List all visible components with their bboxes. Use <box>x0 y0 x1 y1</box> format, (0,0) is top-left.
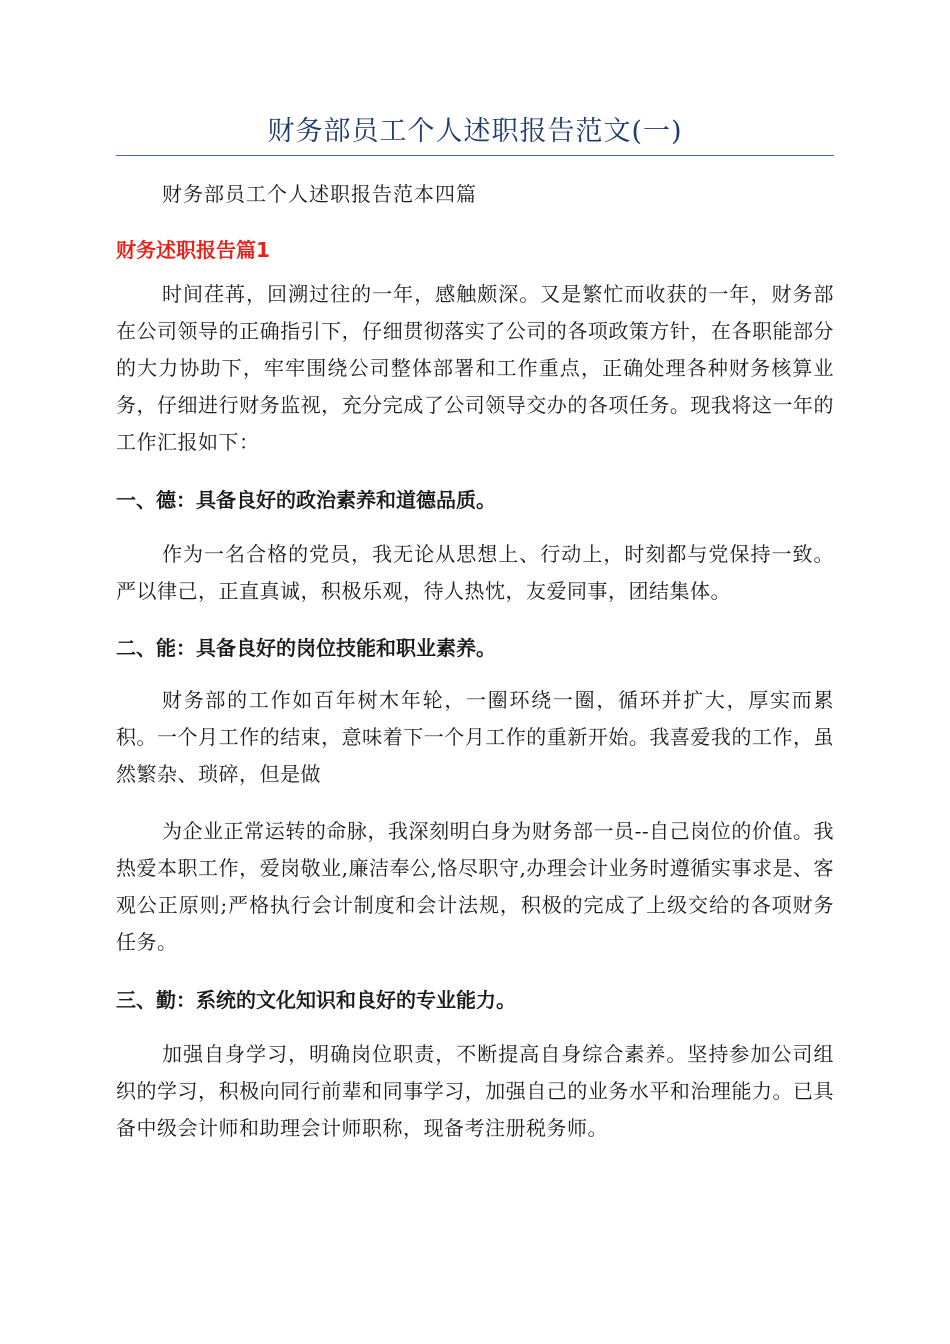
intro-paragraph: 时间荏苒，回溯过往的一年，感触颇深。又是繁忙而收获的一年，财务部在公司领导的正确指引下，仔细贯彻落实了公司的各项政策方针，在各职能部分的大力协助下，牢牢围绕公司整体部署和工作重点，正确处理各种财务核算业务，仔细进行财务监视，充分完成了公司领导交办的各项任务。现我将这一年的工作汇报如下： <box>116 282 834 454</box>
title-underline <box>116 155 834 156</box>
heading-de: 一、德：具备良好的政治素养和道德品质。 <box>116 488 496 512</box>
heading-neng: 二、能：具备良好的岗位技能和职业素养。 <box>116 636 496 660</box>
document-subtitle: 财务部员工个人述职报告范本四篇 <box>162 182 477 206</box>
paragraph-neng-part2: 为企业正常运转的命脉，我深刻明白身为财务部一员--自己岗位的价值。我热爱本职工作，爱岗敬业,廉洁奉公,恪尽职守,办理会计业务时遵循实事求是、客观公正原则;严格执行会计制度和会计法规，积极的完成了上级交给的各项财务任务。 <box>116 819 834 954</box>
section-title: 财务述职报告篇1 <box>116 238 270 262</box>
paragraph-qin: 加强自身学习，明确岗位职责，不断提高自身综合素养。坚持参加公司组织的学习，积极向同行前辈和同事学习，加强自己的业务水平和治理能力。已具备中级会计师和助理会计师职称，现备考注册税务师。 <box>116 1042 834 1140</box>
heading-qin: 三、勤：系统的文化知识和良好的专业能力。 <box>116 988 516 1012</box>
paragraph-de: 作为一名合格的党员，我无论从思想上、行动上，时刻都与党保持一致。严以律己，正直真诚，积极乐观，待人热忱，友爱同事，团结集体。 <box>116 542 834 603</box>
document-title: 财务部员工个人述职报告范文(一) <box>267 116 683 147</box>
paragraph-neng-part1: 财务部的工作如百年树木年轮，一圈环绕一圈，循环并扩大，厚实而累积。一个月工作的结束，意味着下一个月工作的重新开始。我喜爱我的工作，虽然繁杂、琐碎，但是做 <box>116 688 834 786</box>
